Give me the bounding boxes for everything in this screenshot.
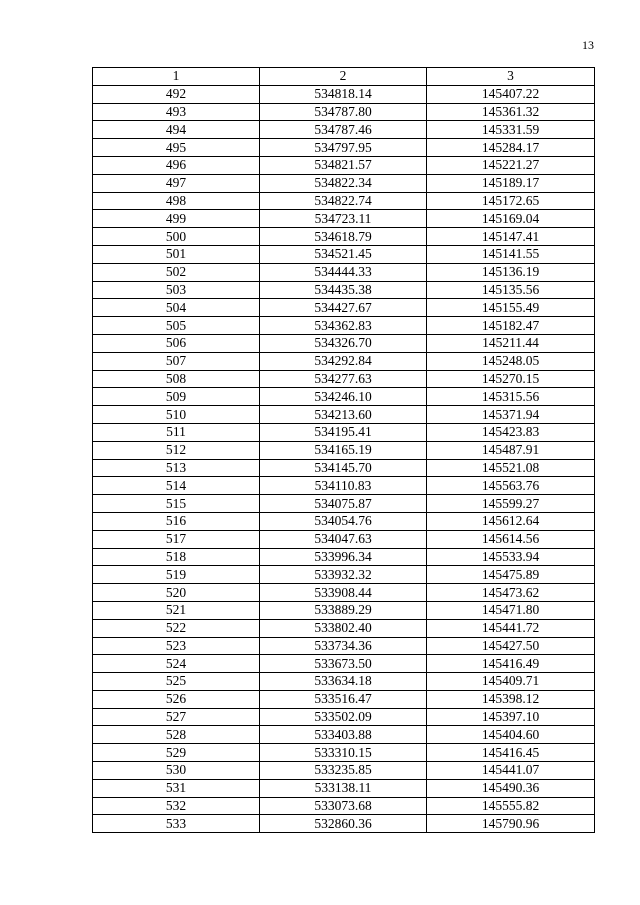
coordinates-table <box>92 67 595 833</box>
x-coordinate-cell: 534435.38 <box>260 281 427 299</box>
x-coordinate-cell: 534444.33 <box>260 263 427 281</box>
table-row <box>93 726 595 744</box>
y-coordinate-cell: 145487.91 <box>427 441 595 459</box>
point-number-cell: 498 <box>93 192 260 210</box>
y-coordinate-cell: 145189.17 <box>427 174 595 192</box>
table-row <box>93 370 595 388</box>
table-row <box>93 512 595 530</box>
y-coordinate-cell: 145331.59 <box>427 121 595 139</box>
point-number-cell: 526 <box>93 690 260 708</box>
point-number-cell: 494 <box>93 121 260 139</box>
point-number-cell: 500 <box>93 228 260 246</box>
x-coordinate-cell: 533516.47 <box>260 690 427 708</box>
table-row <box>93 299 595 317</box>
y-coordinate-cell: 145790.96 <box>427 815 595 833</box>
x-coordinate-cell: 533889.29 <box>260 601 427 619</box>
y-coordinate-cell: 145423.83 <box>427 423 595 441</box>
table-row <box>93 655 595 673</box>
table-row <box>93 334 595 352</box>
table-row <box>93 762 595 780</box>
y-coordinate-cell: 145361.32 <box>427 103 595 121</box>
y-coordinate-cell: 145427.50 <box>427 637 595 655</box>
table-row <box>93 690 595 708</box>
x-coordinate-cell: 533996.34 <box>260 548 427 566</box>
point-number-cell: 510 <box>93 406 260 424</box>
y-coordinate-cell: 145284.17 <box>427 139 595 157</box>
page-number: 13 <box>582 38 594 52</box>
point-number-cell: 497 <box>93 174 260 192</box>
table-body <box>93 85 595 832</box>
y-coordinate-cell: 145521.08 <box>427 459 595 477</box>
y-coordinate-cell: 145182.47 <box>427 317 595 335</box>
point-number-cell: 525 <box>93 673 260 691</box>
x-coordinate-cell: 534362.83 <box>260 317 427 335</box>
point-number-cell: 530 <box>93 762 260 780</box>
table-row <box>93 406 595 424</box>
x-coordinate-cell: 534618.79 <box>260 228 427 246</box>
table-row <box>93 139 595 157</box>
x-coordinate-cell: 534521.45 <box>260 245 427 263</box>
point-number-cell: 506 <box>93 334 260 352</box>
point-number-cell: 527 <box>93 708 260 726</box>
table-row <box>93 317 595 335</box>
point-number-cell: 521 <box>93 601 260 619</box>
x-coordinate-cell: 534723.11 <box>260 210 427 228</box>
x-coordinate-cell: 534292.84 <box>260 352 427 370</box>
y-coordinate-cell: 145555.82 <box>427 797 595 815</box>
point-number-cell: 517 <box>93 530 260 548</box>
x-coordinate-cell: 534818.14 <box>260 85 427 103</box>
table-row <box>93 263 595 281</box>
point-number-cell: 514 <box>93 477 260 495</box>
point-number-cell: 522 <box>93 619 260 637</box>
point-number-cell: 504 <box>93 299 260 317</box>
point-number-cell: 509 <box>93 388 260 406</box>
y-coordinate-cell: 145211.44 <box>427 334 595 352</box>
x-coordinate-cell: 533932.32 <box>260 566 427 584</box>
table-row <box>93 281 595 299</box>
y-coordinate-cell: 145473.62 <box>427 584 595 602</box>
table-row <box>93 619 595 637</box>
x-coordinate-cell: 533073.68 <box>260 797 427 815</box>
point-number-cell: 533 <box>93 815 260 833</box>
y-coordinate-cell: 145416.49 <box>427 655 595 673</box>
y-coordinate-cell: 145270.15 <box>427 370 595 388</box>
point-number-cell: 523 <box>93 637 260 655</box>
x-coordinate-cell: 533235.85 <box>260 762 427 780</box>
y-coordinate-cell: 145533.94 <box>427 548 595 566</box>
point-number-cell: 515 <box>93 495 260 513</box>
y-coordinate-cell: 145172.65 <box>427 192 595 210</box>
y-coordinate-cell: 145471.80 <box>427 601 595 619</box>
x-coordinate-cell: 534822.74 <box>260 192 427 210</box>
point-number-cell: 513 <box>93 459 260 477</box>
x-coordinate-cell: 533802.40 <box>260 619 427 637</box>
x-coordinate-cell: 534822.34 <box>260 174 427 192</box>
column-header-1: 1 <box>93 68 260 86</box>
table-row <box>93 459 595 477</box>
x-coordinate-cell: 534277.63 <box>260 370 427 388</box>
y-coordinate-cell: 145409.71 <box>427 673 595 691</box>
point-number-cell: 529 <box>93 744 260 762</box>
x-coordinate-cell: 532860.36 <box>260 815 427 833</box>
point-number-cell: 531 <box>93 779 260 797</box>
table-row <box>93 245 595 263</box>
point-number-cell: 511 <box>93 423 260 441</box>
x-coordinate-cell: 533673.50 <box>260 655 427 673</box>
table-row <box>93 352 595 370</box>
point-number-cell: 499 <box>93 210 260 228</box>
y-coordinate-cell: 145398.12 <box>427 690 595 708</box>
table-row <box>93 388 595 406</box>
x-coordinate-cell: 534110.83 <box>260 477 427 495</box>
point-number-cell: 520 <box>93 584 260 602</box>
y-coordinate-cell: 145147.41 <box>427 228 595 246</box>
table-row <box>93 156 595 174</box>
point-number-cell: 502 <box>93 263 260 281</box>
y-coordinate-cell: 145397.10 <box>427 708 595 726</box>
x-coordinate-cell: 534075.87 <box>260 495 427 513</box>
column-header-3: 3 <box>427 68 595 86</box>
x-coordinate-cell: 533502.09 <box>260 708 427 726</box>
point-number-cell: 503 <box>93 281 260 299</box>
point-number-cell: 495 <box>93 139 260 157</box>
y-coordinate-cell: 145612.64 <box>427 512 595 530</box>
y-coordinate-cell: 145155.49 <box>427 299 595 317</box>
x-coordinate-cell: 534054.76 <box>260 512 427 530</box>
x-coordinate-cell: 534145.70 <box>260 459 427 477</box>
x-coordinate-cell: 533634.18 <box>260 673 427 691</box>
table-row <box>93 210 595 228</box>
x-coordinate-cell: 534821.57 <box>260 156 427 174</box>
point-number-cell: 501 <box>93 245 260 263</box>
x-coordinate-cell: 534246.10 <box>260 388 427 406</box>
x-coordinate-cell: 534326.70 <box>260 334 427 352</box>
point-number-cell: 528 <box>93 726 260 744</box>
table-row <box>93 228 595 246</box>
table-row <box>93 121 595 139</box>
x-coordinate-cell: 534213.60 <box>260 406 427 424</box>
y-coordinate-cell: 145614.56 <box>427 530 595 548</box>
y-coordinate-cell: 145441.07 <box>427 762 595 780</box>
point-number-cell: 518 <box>93 548 260 566</box>
x-coordinate-cell: 533403.88 <box>260 726 427 744</box>
x-coordinate-cell: 534787.80 <box>260 103 427 121</box>
y-coordinate-cell: 145416.45 <box>427 744 595 762</box>
point-number-cell: 519 <box>93 566 260 584</box>
table-row <box>93 103 595 121</box>
x-coordinate-cell: 534165.19 <box>260 441 427 459</box>
y-coordinate-cell: 145136.19 <box>427 263 595 281</box>
y-coordinate-cell: 145315.56 <box>427 388 595 406</box>
y-coordinate-cell: 145599.27 <box>427 495 595 513</box>
x-coordinate-cell: 533908.44 <box>260 584 427 602</box>
column-header-2: 2 <box>260 68 427 86</box>
point-number-cell: 492 <box>93 85 260 103</box>
x-coordinate-cell: 534047.63 <box>260 530 427 548</box>
table-row <box>93 548 595 566</box>
y-coordinate-cell: 145141.55 <box>427 245 595 263</box>
table-row <box>93 441 595 459</box>
x-coordinate-cell: 533138.11 <box>260 779 427 797</box>
x-coordinate-cell: 533734.36 <box>260 637 427 655</box>
y-coordinate-cell: 145490.36 <box>427 779 595 797</box>
table-row <box>93 584 595 602</box>
y-coordinate-cell: 145135.56 <box>427 281 595 299</box>
point-number-cell: 507 <box>93 352 260 370</box>
point-number-cell: 512 <box>93 441 260 459</box>
table-row <box>93 708 595 726</box>
point-number-cell: 516 <box>93 512 260 530</box>
table-row <box>93 85 595 103</box>
table-row <box>93 495 595 513</box>
table-row <box>93 601 595 619</box>
table-row <box>93 477 595 495</box>
point-number-cell: 505 <box>93 317 260 335</box>
y-coordinate-cell: 145475.89 <box>427 566 595 584</box>
y-coordinate-cell: 145404.60 <box>427 726 595 744</box>
y-coordinate-cell: 145169.04 <box>427 210 595 228</box>
x-coordinate-cell: 534195.41 <box>260 423 427 441</box>
table-row <box>93 423 595 441</box>
table-row <box>93 815 595 833</box>
x-coordinate-cell: 534797.95 <box>260 139 427 157</box>
table-row <box>93 673 595 691</box>
point-number-cell: 508 <box>93 370 260 388</box>
y-coordinate-cell: 145371.94 <box>427 406 595 424</box>
point-number-cell: 496 <box>93 156 260 174</box>
table-row <box>93 797 595 815</box>
table-row <box>93 637 595 655</box>
table-row <box>93 566 595 584</box>
table-row <box>93 192 595 210</box>
y-coordinate-cell: 145407.22 <box>427 85 595 103</box>
y-coordinate-cell: 145441.72 <box>427 619 595 637</box>
x-coordinate-cell: 533310.15 <box>260 744 427 762</box>
table-row <box>93 744 595 762</box>
table-row <box>93 174 595 192</box>
point-number-cell: 493 <box>93 103 260 121</box>
table-row <box>93 779 595 797</box>
x-coordinate-cell: 534787.46 <box>260 121 427 139</box>
y-coordinate-cell: 145563.76 <box>427 477 595 495</box>
table-header-row <box>93 68 595 86</box>
y-coordinate-cell: 145248.05 <box>427 352 595 370</box>
x-coordinate-cell: 534427.67 <box>260 299 427 317</box>
y-coordinate-cell: 145221.27 <box>427 156 595 174</box>
table-row <box>93 530 595 548</box>
point-number-cell: 524 <box>93 655 260 673</box>
point-number-cell: 532 <box>93 797 260 815</box>
